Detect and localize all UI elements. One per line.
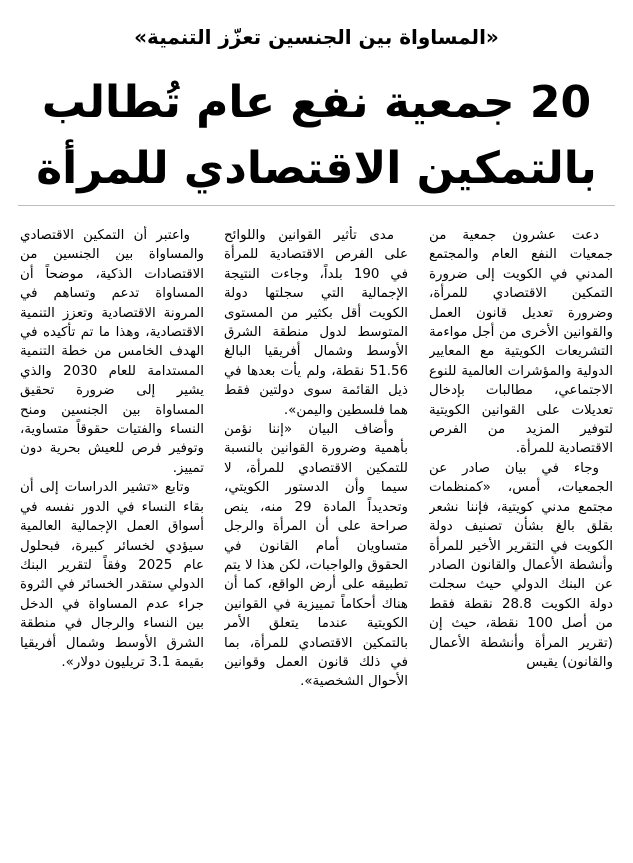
- column-middle: [224, 226, 408, 848]
- headline-line-1: 20 جمعية نفع عام تُطالب: [41, 77, 592, 128]
- column-right: [429, 226, 613, 848]
- column-middle-paragraph-1: مدى تأثير القوانين واللوائح على الفرص الاقتصادية للمرأة في 190 بلداً، وجاءت النتيجة الإجمالية التي سجلتها دولة الكويت أقل بكثير من المستوى المتوسط لدول منطقة الشرق الأوسط وشمال أفريقيا البالغ 51.56 نقطة، ولم يأت بعدها في ذيل القائمة سوى دولتين فقط هما فلسطين واليمن».: [224, 228, 408, 418]
- column-left-paragraph-1: واعتبر أن التمكين الاقتصادي والمساواة بين الجنسين من الاقتصادات الذكية، موضحاً أن المساواة تدعم وتساهم في المرونة الاقتصادية وتعزز التنمية الاقتصادية، وهذا ما تم تأكيده في الهدف الخامس من خطة التنمية المستدامة للعام 2030 والذي يشير إلى ضرورة تحقيق المساواة بين الجنسين ومنح النساء والفتيات حقوقاً متساوية، وتوفير فرص للعيش بحرية دون تمييز.: [20, 228, 204, 476]
- column-left: [20, 226, 204, 848]
- column-left-paragraph-2: وتابع «تشير الدراسات إلى أن بقاء النساء في الدور نفسه في أسواق العمل الإجمالية العالمية سيؤدي لخسائر كبيرة، فبحلول عام 2025 وفقاً لتقرير البنك الدولي ستقدر الخسائر في الثروة جراء عدم المساواة في الدخل بين النساء والرجال في منطقة الشرق الأوسط وشمال أفريقيا بقيمة 3.1 تريليون دولار».: [20, 480, 204, 670]
- column-right-paragraph-2: وجاء في بيان صادر عن الجمعيات، أمس، «كمنظمات مجتمع مدني كويتية، فإننا نشعر بقلق بالغ بشأن تصنيف دولة الكويت في التقرير الأخير للمرأة وأنشطة الأعمال والقانون الصادر عن البنك الدولي حيث سجلت دولة الكويت 28.8 نقطة فقط من أصل 100 نقطة، حيث إن (تقرير المرأة وأنشطة الأعمال والقانون) يقيس: [429, 460, 613, 670]
- headline-line-2: بالتمكين الاقتصادي للمرأة: [36, 143, 597, 194]
- article-kicker: «المساواة بين الجنسين تعزّز التنمية»: [134, 25, 499, 49]
- column-right-paragraph-1: دعت عشرون جمعية من جمعيات النفع العام والمجتمع المدني في الكويت إلى ضرورة التمكين الاقتصادي للمرأة، وضرورة تعديل قانون العمل والقوانين الأخرى من أجل مواءمة التشريعات الكويتية مع المعايير الدولية والمؤشرات العالمية للنوع الاجتماعي، مطالبات بإدخال تعديلات على القوانين الكويتية لتوفير المزيد من الفرص الاقتصادية للمرأة.: [429, 228, 613, 457]
- headline-divider: [18, 205, 615, 206]
- column-middle-paragraph-2: وأضاف البيان «إننا نؤمن بأهمية وضرورة القوانين بالنسبة للتمكين الاقتصادي للمرأة، لا سيما وأن الدستور الكويتي، وتحديداً المادة 29 منه، ينص صراحة على أن المرأة والرجل متساويان أمام القانون في الحقوق والواجبات، لكن هذا لا يتم تطبيقه على أرض الواقع، كما أن هناك أحكاماً تمييزية في القوانين الكويتية عندما يتعلق الأمر بالتمكين الاقتصادي للمرأة، بما في ذلك قانون العمل وقوانين الأحوال الشخصية».: [224, 422, 408, 690]
